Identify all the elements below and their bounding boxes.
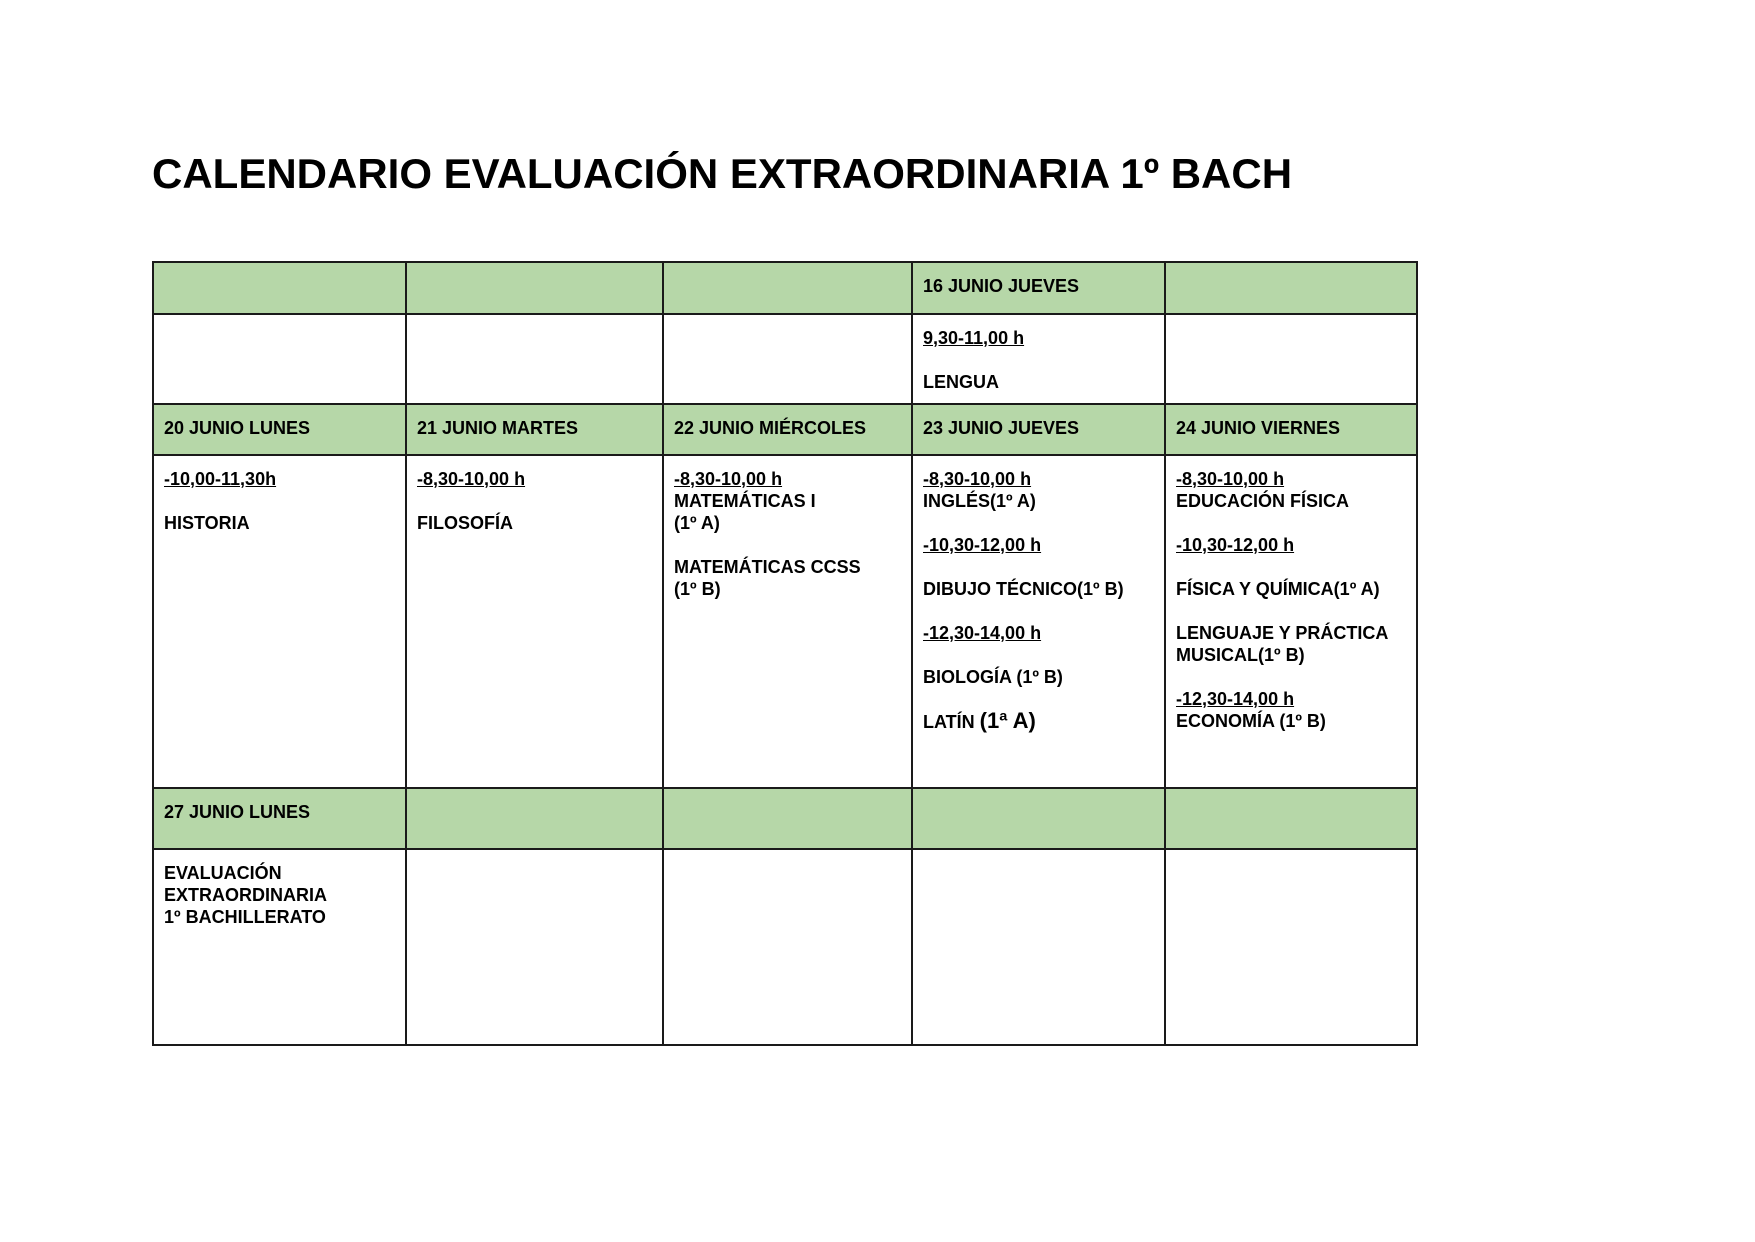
- exam-subject: HISTORIA: [164, 513, 250, 533]
- week3-header-row: [153, 788, 1417, 849]
- spacer: [923, 688, 1154, 710]
- spacer: [923, 512, 1154, 534]
- exam-time: -8,30-10,00 h: [417, 469, 526, 489]
- day-header-cell: [153, 262, 406, 314]
- week2-content-row: [153, 455, 1417, 788]
- spacer: [923, 349, 1154, 371]
- exam-subject: EDUCACIÓN FÍSICA: [1176, 491, 1350, 511]
- exam-time: -8,30-10,00 h: [923, 469, 1032, 489]
- day-content-wednesday-22: [663, 455, 912, 788]
- day-content-cell: [1165, 314, 1417, 404]
- week1-header-row: [153, 262, 1417, 314]
- day-content-tuesday-21: [406, 455, 663, 788]
- exam-subject: FILOSOFÍA: [417, 513, 513, 533]
- exam-schedule-table: [152, 261, 1418, 1046]
- day-content-cell: [663, 849, 912, 1045]
- spacer: [164, 490, 395, 512]
- exam-subject: LATÍN: [923, 712, 980, 732]
- day-header-monday-20: 20 JUNIO LUNES: [153, 404, 406, 455]
- exam-subject: LENGUAJE Y PRÁCTICA: [1176, 623, 1389, 643]
- day-header-thursday-16: 16 JUNIO JUEVES: [912, 262, 1165, 314]
- day-content-cell: [912, 849, 1165, 1045]
- week2-header-row: [153, 404, 1417, 455]
- day-header-cell: [663, 788, 912, 849]
- day-header-friday-24: 24 JUNIO VIERNES: [1165, 404, 1417, 455]
- day-content-cell: [406, 849, 663, 1045]
- exam-time: -8,30-10,00 h: [1176, 469, 1285, 489]
- day-content-cell: [1165, 849, 1417, 1045]
- spacer: [923, 644, 1154, 666]
- day-header-cell: [912, 788, 1165, 849]
- exam-subject: INGLÉS(1º A): [923, 491, 1036, 511]
- day-content-cell: [153, 314, 406, 404]
- day-header-wednesday-22: 22 JUNIO MIÉRCOLES: [663, 404, 912, 455]
- exam-subject: BIOLOGÍA (1º B): [923, 667, 1063, 687]
- day-header-cell: [663, 262, 912, 314]
- exam-group: (1º B): [674, 579, 721, 599]
- day-header-cell: [406, 262, 663, 314]
- evaluation-note: EXTRAORDINARIA: [164, 885, 328, 905]
- day-header-monday-27: 27 JUNIO LUNES: [153, 788, 406, 849]
- week1-content-row: [153, 314, 1417, 404]
- exam-time: -12,30-14,00 h: [1176, 689, 1295, 709]
- exam-subject: LENGUA: [923, 372, 999, 392]
- day-header-cell: [1165, 262, 1417, 314]
- day-content-friday-24: [1165, 455, 1417, 788]
- day-header-cell: [406, 788, 663, 849]
- day-header-cell: [1165, 788, 1417, 849]
- exam-subject: MUSICAL(1º B): [1176, 645, 1305, 665]
- spacer: [1176, 600, 1406, 622]
- day-content-thursday-23: [912, 455, 1165, 788]
- day-header-thursday-23: 23 JUNIO JUEVES: [912, 404, 1165, 455]
- day-content-monday-20: [153, 455, 406, 788]
- spacer: [1176, 512, 1406, 534]
- page-title: CALENDARIO EVALUACIÓN EXTRAORDINARIA 1º BACH: [152, 150, 1293, 197]
- spacer: [674, 534, 901, 556]
- day-content-thursday-16: [912, 314, 1165, 404]
- day-content-cell: [406, 314, 663, 404]
- exam-subject: MATEMÁTICAS I: [674, 491, 816, 511]
- exam-time: -10,30-12,00 h: [1176, 535, 1295, 555]
- exam-subject-latin: [923, 710, 1154, 733]
- exam-time: -8,30-10,00 h: [674, 469, 783, 489]
- exam-subject: DIBUJO TÉCNICO(1º B): [923, 579, 1124, 599]
- day-content-cell: [663, 314, 912, 404]
- exam-group: (1ª A): [979, 708, 1036, 733]
- exam-time: -10,00-11,30h: [164, 469, 277, 489]
- evaluation-note: 1º BACHILLERATO: [164, 907, 326, 927]
- week3-content-row: [153, 849, 1417, 1045]
- spacer: [923, 600, 1154, 622]
- day-content-monday-27: [153, 849, 406, 1045]
- spacer: [1176, 666, 1406, 688]
- exam-group: (1º A): [674, 513, 720, 533]
- spacer: [417, 490, 652, 512]
- exam-time: -10,30-12,00 h: [923, 535, 1042, 555]
- evaluation-note: EVALUACIÓN: [164, 863, 282, 883]
- spacer: [1176, 556, 1406, 578]
- spacer: [923, 556, 1154, 578]
- day-header-tuesday-21: 21 JUNIO MARTES: [406, 404, 663, 455]
- exam-time: -12,30-14,00 h: [923, 623, 1042, 643]
- exam-subject: ECONOMÍA (1º B): [1176, 711, 1326, 731]
- exam-time: 9,30-11,00 h: [923, 328, 1025, 348]
- exam-subject: FÍSICA Y QUÍMICA(1º A): [1176, 579, 1380, 599]
- exam-subject: MATEMÁTICAS CCSS: [674, 557, 861, 577]
